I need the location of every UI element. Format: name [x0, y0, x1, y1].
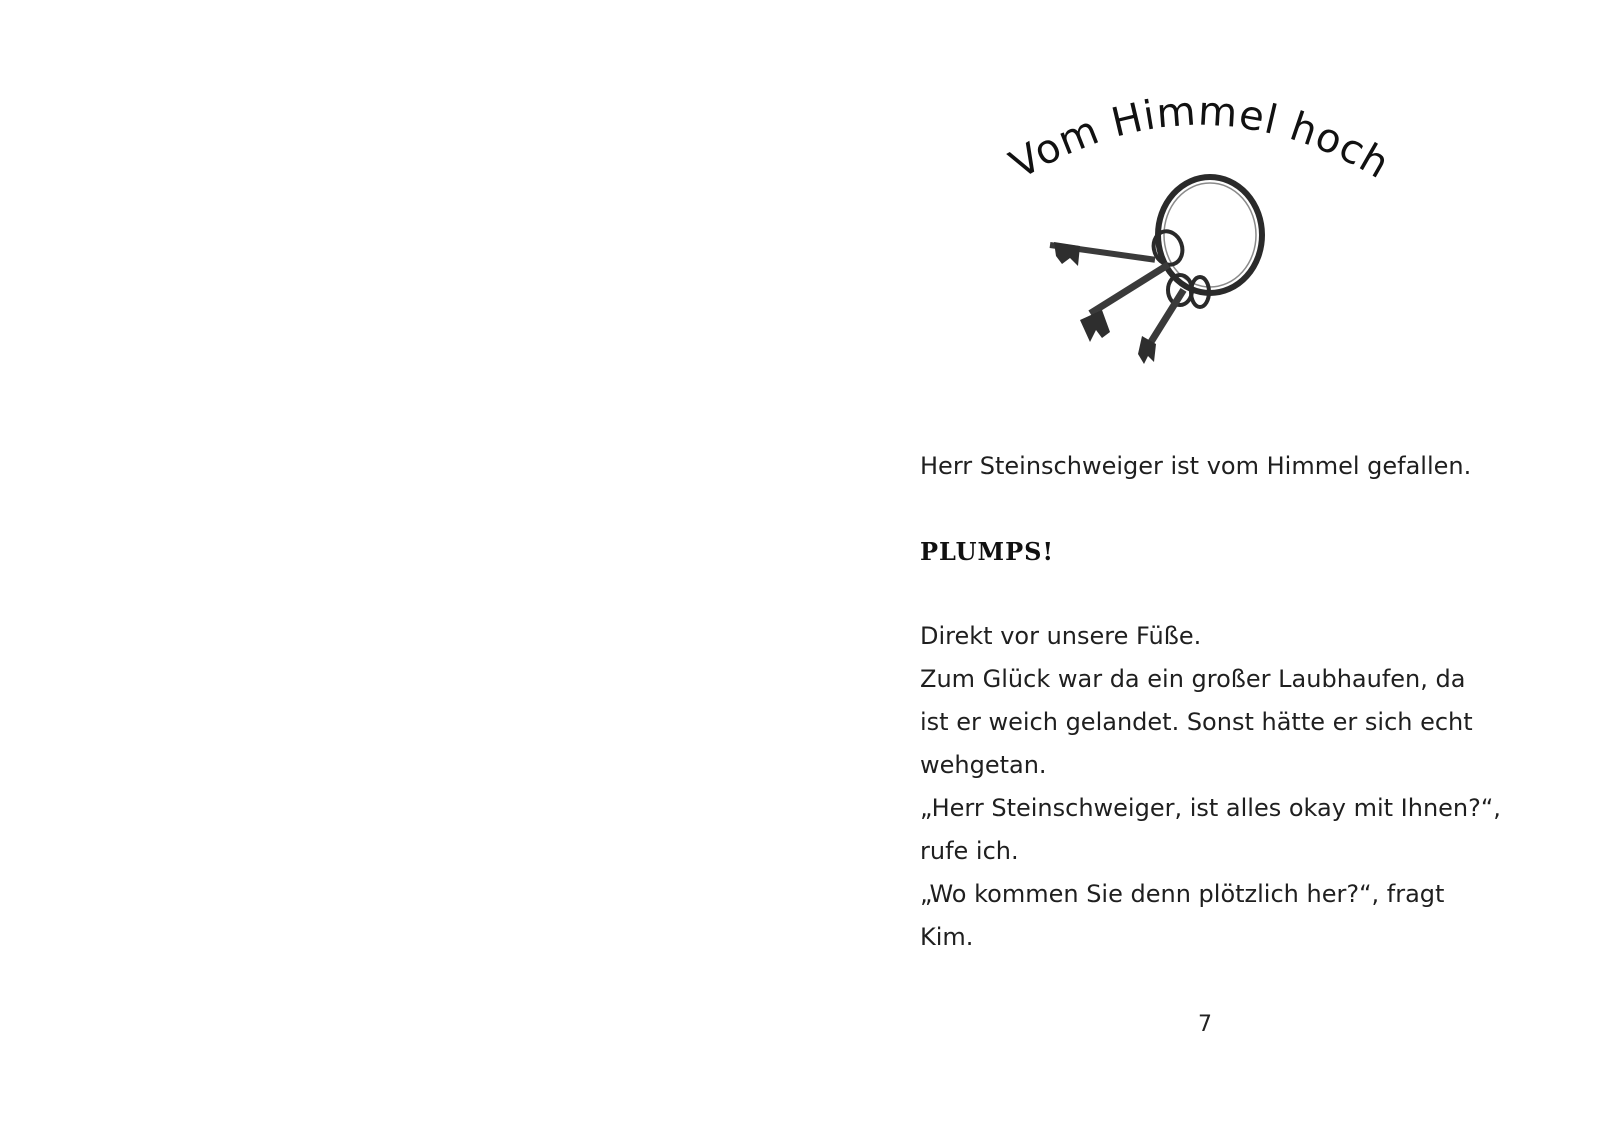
chapter-title-text: Vom Himmel hoch	[1002, 88, 1398, 189]
text-line: „Herr Steinschweiger, ist alles okay mit Ihnen?“,	[920, 794, 1501, 822]
text-line: ist er weich gelandet. Sonst hätte er sich echt	[920, 708, 1473, 736]
text-line: Kim.	[920, 923, 974, 951]
text-line: rufe ich.	[920, 837, 1019, 865]
story-text	[920, 445, 1510, 959]
text-line: wehgetan.	[920, 751, 1047, 779]
sound-effect: PLUMPS!	[920, 537, 1055, 566]
story-paragraph	[920, 615, 1510, 959]
intro-paragraph: Herr Steinschweiger ist vom Himmel gefallen.	[920, 452, 1472, 480]
text-line: Zum Glück war da ein großer Laubhaufen, da	[920, 665, 1466, 693]
key-ring-icon	[1050, 160, 1310, 380]
text-line: „Wo kommen Sie denn plötzlich her?“, fragt	[920, 880, 1445, 908]
text-line: Direkt vor unsere Füße.	[920, 622, 1202, 650]
paragraph-gap	[920, 488, 1510, 530]
paragraph-gap	[920, 573, 1510, 615]
page-number: 7	[1198, 1012, 1212, 1037]
